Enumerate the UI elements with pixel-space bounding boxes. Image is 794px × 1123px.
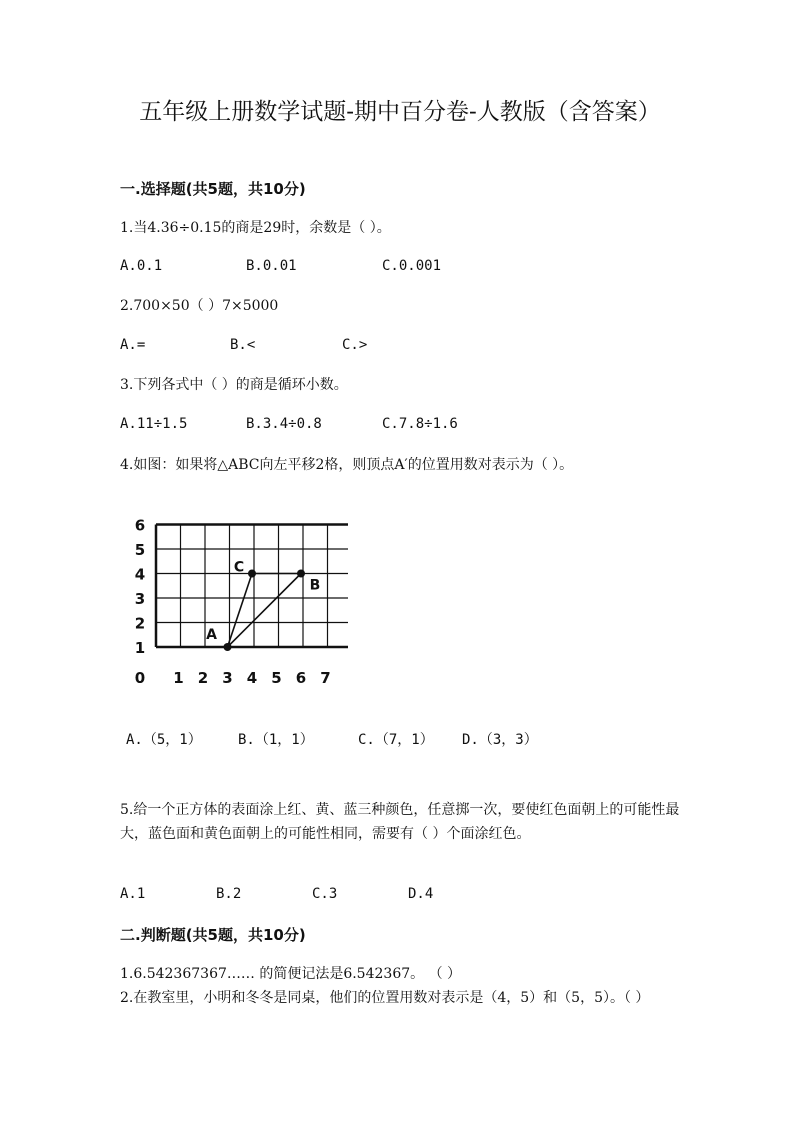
x-tick-label: 4: [246, 669, 258, 687]
vertex-label-a: A: [206, 627, 217, 643]
x-tick-label: 1: [173, 669, 184, 687]
y-tick-label: 5: [134, 541, 146, 559]
vertex-point-b: [297, 570, 305, 578]
question-2-text: 2.700×50（ ）7×5000: [120, 298, 279, 314]
x-tick-label: 0: [134, 669, 146, 687]
question-5-text: 5.给一个正方体的表面涂上红、黄、蓝三种颜色，任意掷一次，要使红色面朝上的可能性最大，蓝色面和黄色面朝上的可能性相同，需要有（ ）个面涂红色。: [120, 802, 680, 842]
option-c: C.7.8÷1.6: [382, 416, 458, 432]
page-title: 五年级上册数学试题-期中百分卷-人教版（含答案）: [139, 99, 661, 125]
coordinate-grid-figure: [128, 510, 348, 694]
question-4-text: 4.如图：如果将△ABC向左平移2格，则顶点A′的位置用数对表示为（ ）。: [120, 457, 574, 473]
option-c: C.3: [312, 886, 338, 902]
vertex-point-a: [224, 643, 232, 651]
option-c: C.（7，1）: [358, 732, 434, 748]
option-c: C.0.001: [382, 258, 442, 274]
option-b: B.<: [230, 337, 256, 353]
option-a: A.（5，1）: [126, 732, 202, 748]
x-tick-label: 3: [222, 669, 233, 687]
option-c: C.>: [342, 337, 368, 353]
option-a: A.11÷1.5: [120, 416, 188, 432]
question-3-text: 3.下列各式中（ ）的商是循环小数。: [120, 377, 348, 393]
section-heading-judgement: 二.判断题(共5题，共10分): [120, 926, 306, 944]
vertex-label-b: B: [309, 577, 321, 594]
judgement-1-text: 1.6.542367367…… 的简便记法是6.542367。 （ ）: [120, 966, 462, 982]
judgement-2-text: 2.在教室里，小明和冬冬是同桌，他们的位置用数对表示是（4，5）和（5，5）。（ ）: [120, 990, 650, 1006]
option-a: A.1: [120, 886, 146, 902]
coordinate-grid: [128, 510, 348, 690]
option-b: B.2: [216, 886, 242, 902]
option-d: D.（3，3）: [462, 732, 538, 748]
x-tick-label: 5: [271, 669, 282, 687]
x-tick-label: 7: [320, 669, 331, 687]
option-d: D.4: [408, 886, 434, 902]
vertex-point-c: [248, 570, 256, 578]
y-tick-label: 1: [134, 639, 146, 657]
option-a: A.=: [120, 337, 146, 353]
vertex-label-c: C: [233, 559, 245, 576]
section-heading-choice: 一.选择题(共5题，共10分): [120, 180, 306, 198]
y-tick-label: 4: [134, 565, 146, 584]
x-tick-label: 6: [295, 669, 307, 687]
option-b: B.0.01: [246, 258, 297, 274]
x-tick-label: 2: [197, 669, 209, 687]
y-tick-label: 2: [134, 614, 146, 633]
triangle-abc: [228, 574, 302, 648]
question-1-text: 1.当4.36÷0.15的商是29时，余数是（ ）。: [120, 220, 391, 236]
option-b: B.（1，1）: [238, 732, 314, 748]
option-a: A.0.1: [120, 258, 163, 274]
option-b: B.3.4÷0.8: [246, 416, 322, 432]
y-tick-label: 3: [134, 590, 146, 608]
y-tick-label: 6: [134, 516, 146, 535]
